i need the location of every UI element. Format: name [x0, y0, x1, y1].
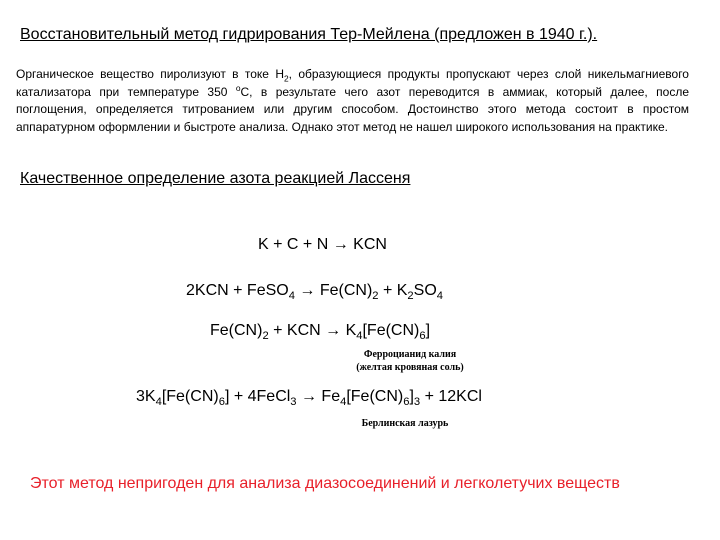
eq3-s2: 4 [356, 330, 363, 343]
eq3-s1: 2 [262, 330, 269, 343]
eq4-g: + 12KCl [420, 388, 482, 405]
method-description [16, 66, 689, 136]
eq2-c: + K [378, 282, 408, 299]
section-subtitle: Качественное определение азота реакцией Лассеня [20, 170, 411, 187]
eq3-s3: 6 [419, 330, 426, 343]
eq4-c: ] + 4FeCl [224, 388, 291, 405]
eq2-b: → Fe(CN) [294, 282, 373, 299]
equation-4 [136, 388, 482, 409]
eq4-d: → Fe [296, 388, 341, 405]
eq3-d: ] [425, 322, 431, 339]
equation-3 [210, 322, 431, 343]
eq2-s2: 2 [372, 290, 379, 303]
equation-2 [186, 282, 443, 303]
eq4-s4: 4 [340, 396, 347, 409]
equation-1: K + C + N → KCN [258, 236, 387, 253]
eq4-s6: 3 [413, 396, 421, 409]
page-title: Восстановительный метод гидрирования Тер-Мейлена (предложен в 1940 г.). [20, 26, 598, 43]
berlin-blue-note: Берлинская лазурь [361, 418, 449, 429]
ferrocyanide-note-line-2: (желтая кровяная соль) [356, 362, 464, 373]
eq3-b: + KCN → K [268, 322, 357, 339]
eq2-s1: 4 [288, 290, 295, 303]
eq3-a: Fe(CN) [210, 322, 263, 339]
eq4-s1: 4 [155, 396, 162, 409]
eq4-s2: 6 [218, 396, 225, 409]
eq2-s3: 2 [407, 290, 414, 303]
eq4-s5: 6 [403, 396, 410, 409]
eq4-e: [Fe(CN) [346, 388, 404, 405]
eq3-c: [Fe(CN) [362, 322, 420, 339]
para-sub-2: 2 [284, 73, 289, 84]
para-part-1: Органическое вещество пиролизуют в токе Н [16, 67, 284, 81]
eq2-d: SO [413, 282, 437, 299]
eq2-s4: 4 [436, 290, 443, 303]
ferrocyanide-note [340, 348, 480, 374]
para-degree: о [235, 82, 241, 93]
eq4-s3: 3 [290, 396, 297, 409]
para-part-3: С, в результате чего азот переводится в аммиак, который далее, после поглощения, определяется титрованием или другим способом. Достоинство этого метода состоит в простом аппаратурном оформлении и быстроте анализа. Однако этот метод не нашел широкого использования на практике. [16, 84, 689, 134]
eq4-f: ] [409, 388, 414, 405]
eq2-a: 2KCN + FeSO [186, 282, 289, 299]
eq4-b: [Fe(CN) [161, 388, 219, 405]
para-part-2: , образующиеся продукты пропускают через слой никельмагниевого катализатора при температуре 350 [16, 67, 689, 99]
eq4-a: 3K [136, 388, 156, 405]
conclusion-text: Этот метод непригоден для анализа диазосоединений и легколетучих веществ [30, 475, 620, 492]
ferrocyanide-note-line-1: Ферроцианид калия [363, 349, 457, 360]
